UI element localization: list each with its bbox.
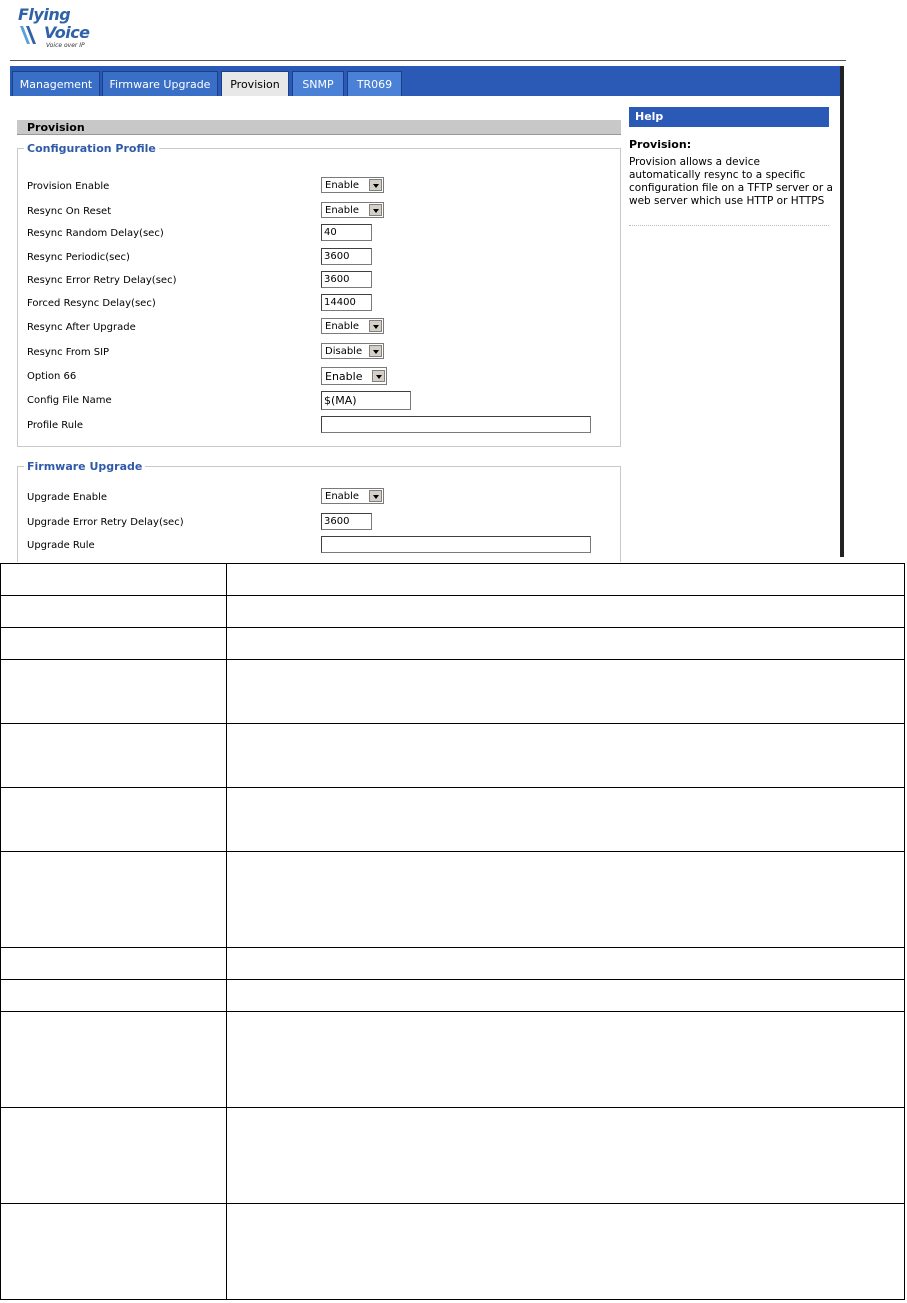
logo-line2: Voice	[44, 23, 90, 42]
upgrade-rule-row	[27, 536, 607, 556]
option66-label: Option 66	[27, 371, 77, 382]
resync-random-delay-label: Resync Random Delay(sec)	[27, 228, 164, 239]
table-row	[1, 1012, 905, 1108]
chevron-down-icon[interactable]	[369, 320, 382, 332]
config-file-name-row	[27, 391, 607, 411]
table-row	[1, 1204, 905, 1300]
config-file-name-label: Config File Name	[27, 395, 112, 406]
chevron-down-icon[interactable]	[369, 204, 382, 216]
resync-after-upgrade-label: Resync After Upgrade	[27, 322, 136, 333]
help-title: Provision:	[629, 138, 692, 151]
table-row	[1, 628, 905, 660]
option66-row	[27, 367, 607, 387]
tab-snmp[interactable]: SNMP	[292, 71, 344, 96]
logo-tagline: Voice over IP	[46, 42, 85, 49]
upgrade-error-retry-row	[27, 513, 607, 533]
resync-periodic-row	[27, 248, 607, 268]
forced-resync-delay-label: Forced Resync Delay(sec)	[27, 298, 156, 309]
chevron-down-icon[interactable]	[369, 490, 382, 502]
section-title: Provision	[17, 120, 621, 135]
resync-on-reset-label: Resync On Reset	[27, 206, 112, 217]
table-row	[1, 852, 905, 948]
resync-periodic-label: Resync Periodic(sec)	[27, 252, 130, 263]
help-header: Help	[629, 107, 829, 127]
upgrade-enable-row	[27, 488, 607, 508]
profile-rule-label: Profile Rule	[27, 420, 84, 431]
config-file-name-input[interactable]: $(MA)	[321, 391, 411, 410]
wave-icon	[18, 22, 40, 48]
table-row	[1, 1108, 905, 1204]
chevron-down-icon[interactable]	[369, 345, 382, 357]
header-divider	[10, 60, 846, 61]
resync-random-delay-input[interactable]: 40	[321, 224, 372, 241]
table-row	[1, 788, 905, 852]
tab-provision[interactable]: Provision	[221, 71, 289, 96]
option66-select[interactable]: Enable	[321, 367, 387, 385]
forced-resync-delay-input[interactable]: 14400	[321, 294, 372, 311]
table-row	[1, 564, 905, 596]
tab-tr069[interactable]: TR069	[347, 71, 402, 96]
table-row	[1, 660, 905, 724]
upgrade-rule-label: Upgrade Rule	[27, 540, 95, 551]
table-row	[1, 596, 905, 628]
upgrade-rule-input[interactable]	[321, 536, 591, 553]
resync-periodic-input[interactable]: 3600	[321, 248, 372, 265]
profile-rule-input[interactable]	[321, 416, 591, 433]
configuration-profile-legend: Configuration Profile	[27, 142, 156, 155]
profile-rule-row	[27, 416, 607, 436]
resync-error-retry-row	[27, 271, 607, 291]
help-divider	[629, 225, 829, 226]
table-row	[1, 948, 905, 980]
tab-firmware-upgrade[interactable]: Firmware Upgrade	[102, 71, 218, 96]
resync-on-reset-row	[27, 202, 607, 222]
resync-error-retry-input[interactable]: 3600	[321, 271, 372, 288]
forced-resync-delay-row	[27, 294, 607, 314]
upgrade-error-retry-input[interactable]: 3600	[321, 513, 372, 530]
resync-after-upgrade-row	[27, 318, 607, 338]
upgrade-enable-select[interactable]: Enable	[321, 488, 384, 504]
provision-enable-row	[27, 177, 607, 197]
provision-enable-select[interactable]: Enable	[321, 177, 384, 193]
help-text: Provision allows a device automatically resync to a specific configuration file on a TFTP server or a web server which use HTTP or HTTPS	[629, 156, 833, 207]
firmware-upgrade-legend: Firmware Upgrade	[27, 460, 143, 473]
logo-line1: Flying	[18, 5, 71, 24]
table-row	[1, 724, 905, 788]
provision-enable-label: Provision Enable	[27, 181, 110, 192]
resync-on-reset-select[interactable]: Enable	[321, 202, 384, 218]
table-row	[1, 980, 905, 1012]
resync-from-sip-select[interactable]: Disable	[321, 343, 384, 359]
chevron-down-icon[interactable]	[372, 370, 385, 382]
chevron-down-icon[interactable]	[369, 179, 382, 191]
flying-voice-logo	[18, 2, 118, 54]
resync-from-sip-label: Resync From SIP	[27, 347, 110, 358]
description-table	[0, 563, 905, 1300]
resync-random-delay-row	[27, 224, 607, 244]
web-ui-screenshot	[10, 66, 844, 557]
resync-after-upgrade-select[interactable]: Enable	[321, 318, 384, 334]
tab-bar	[10, 66, 840, 96]
resync-error-retry-label: Resync Error Retry Delay(sec)	[27, 275, 177, 286]
upgrade-enable-label: Upgrade Enable	[27, 492, 107, 503]
resync-from-sip-row	[27, 343, 607, 363]
tab-management[interactable]: Management	[12, 71, 100, 96]
upgrade-error-retry-label: Upgrade Error Retry Delay(sec)	[27, 517, 184, 528]
